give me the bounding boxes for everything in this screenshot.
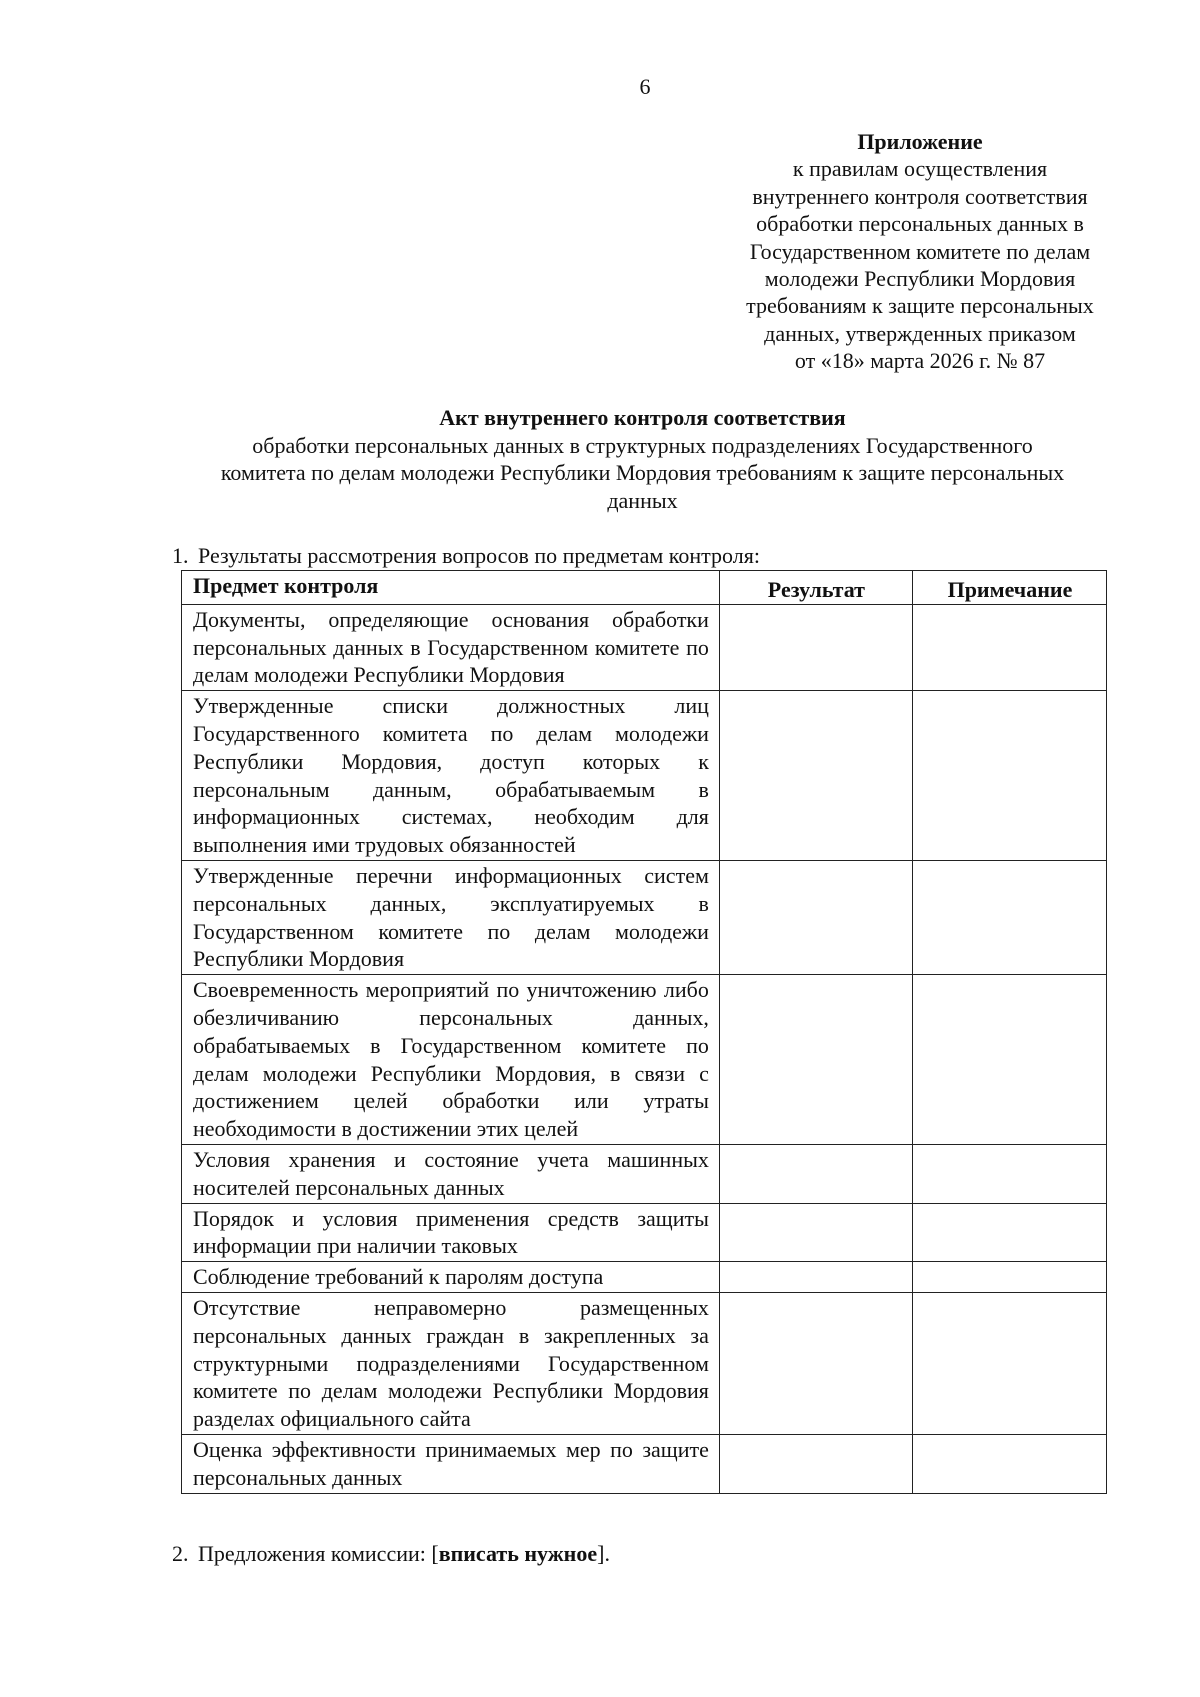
row-result-cell[interactable] — [719, 1262, 912, 1293]
row-result-cell[interactable] — [719, 1144, 912, 1203]
section-2-text: Предложения комиссии: — [198, 1541, 432, 1566]
row-subject: Своевременность мероприятий по уничтожению либо обезличиванию персональных данных, обрабатываемых в Государственном комитете по делам молодежи Республики Мордовия, в связи с достижением целей обработки или утраты необходимости в достижении этих целей — [182, 975, 720, 1145]
table-row — [182, 1292, 1107, 1434]
appendix-block — [700, 128, 1140, 375]
row-result-cell[interactable] — [719, 975, 912, 1145]
table-row — [182, 1262, 1107, 1293]
appendix-line: от «18» марта 2026 г. № 87 — [794, 348, 1046, 374]
table-row — [182, 1434, 1107, 1493]
row-note-cell[interactable] — [912, 1262, 1106, 1293]
row-result-cell[interactable] — [719, 691, 912, 861]
header-subject: Предмет контроля — [182, 571, 720, 605]
row-subject: Оценка эффективности принимаемых мер по защите персональных данных — [182, 1434, 720, 1493]
placeholder-open-bracket: [ — [431, 1541, 439, 1566]
appendix-line: требованиям к защите персональных — [746, 293, 1094, 319]
row-subject: Порядок и условия применения средств защиты информации при наличии таковых — [182, 1203, 720, 1262]
table-row — [182, 975, 1107, 1145]
row-result-cell[interactable] — [719, 1434, 912, 1493]
act-title-block — [150, 404, 1135, 514]
appendix-line: к правилам осуществления — [792, 156, 1048, 182]
row-subject: Утвержденные перечни информационных систем персональных данных, эксплуатируемых в Государственном комитете по делам молодежи Республики Мордовия — [182, 860, 720, 974]
row-subject: Документы, определяющие основания обработки персональных данных в Государственном комитете по делам молодежи Республики Мордовия — [182, 604, 720, 690]
table-row — [182, 691, 1107, 861]
appendix-line: Государственном комитете по делам — [749, 238, 1091, 264]
act-subtitle-line: комитета по делам молодежи Республики Мордовия требованиям к защите персональных — [220, 460, 1065, 485]
act-heading: Акт внутреннего контроля соответствия — [439, 405, 846, 430]
table-row — [182, 1203, 1107, 1262]
row-result-cell[interactable] — [719, 1203, 912, 1262]
page-number: 6 — [639, 74, 651, 99]
section-1-number: 1. — [172, 543, 189, 568]
row-result-cell[interactable] — [719, 604, 912, 690]
row-subject: Соблюдение требований к паролям доступа — [182, 1262, 720, 1293]
act-subtitle-line: данных — [607, 487, 678, 513]
appendix-line: внутреннего контроля соответствия — [752, 183, 1088, 209]
placeholder-close-bracket: ]. — [597, 1541, 610, 1566]
row-note-cell[interactable] — [912, 691, 1106, 861]
row-subject: Утвержденные списки должностных лиц Государственного комитета по делам молодежи Республики Мордовия, доступ которых к персональным данным, обрабатываемым в информационных системах, необходим для выполнения ими трудовых обязанностей — [182, 691, 720, 861]
appendix-line: молодежи Республики Мордовия — [764, 266, 1076, 292]
header-note: Примечание — [912, 571, 1106, 605]
row-note-cell[interactable] — [912, 604, 1106, 690]
table-row — [182, 1144, 1107, 1203]
row-note-cell[interactable] — [912, 1144, 1106, 1203]
header-result: Результат — [719, 571, 912, 605]
act-subtitle-line: обработки персональных данных в структурных подразделениях Государственного — [252, 432, 1033, 458]
row-note-cell[interactable] — [912, 860, 1106, 974]
section-2-proposals — [172, 1541, 610, 1567]
appendix-heading: Приложение — [857, 129, 983, 154]
row-subject: Условия хранения и состояние учета машинных носителей персональных данных — [182, 1144, 720, 1203]
row-result-cell[interactable] — [719, 1292, 912, 1434]
row-subject: Отсутствие неправомерно размещенных персональных данных граждан в закрепленных за структурными подразделениями Государственном комитете по делам молодежи Республики Мордовия разделах официального сайта — [182, 1292, 720, 1434]
row-note-cell[interactable] — [912, 1434, 1106, 1493]
row-note-cell[interactable] — [912, 975, 1106, 1145]
row-result-cell[interactable] — [719, 860, 912, 974]
placeholder-field[interactable]: вписать нужное — [438, 1541, 598, 1566]
control-results-table — [181, 570, 1107, 1494]
table-header-row — [182, 571, 1107, 605]
section-1-text: Результаты рассмотрения вопросов по предметам контроля: — [198, 543, 760, 568]
table-row — [182, 604, 1107, 690]
row-note-cell[interactable] — [912, 1292, 1106, 1434]
appendix-line: данных, утвержденных приказом — [764, 320, 1076, 346]
table-row — [182, 860, 1107, 974]
section-1-heading — [172, 543, 760, 569]
appendix-line: обработки персональных данных в — [756, 211, 1084, 237]
section-2-number: 2. — [172, 1541, 189, 1566]
row-note-cell[interactable] — [912, 1203, 1106, 1262]
